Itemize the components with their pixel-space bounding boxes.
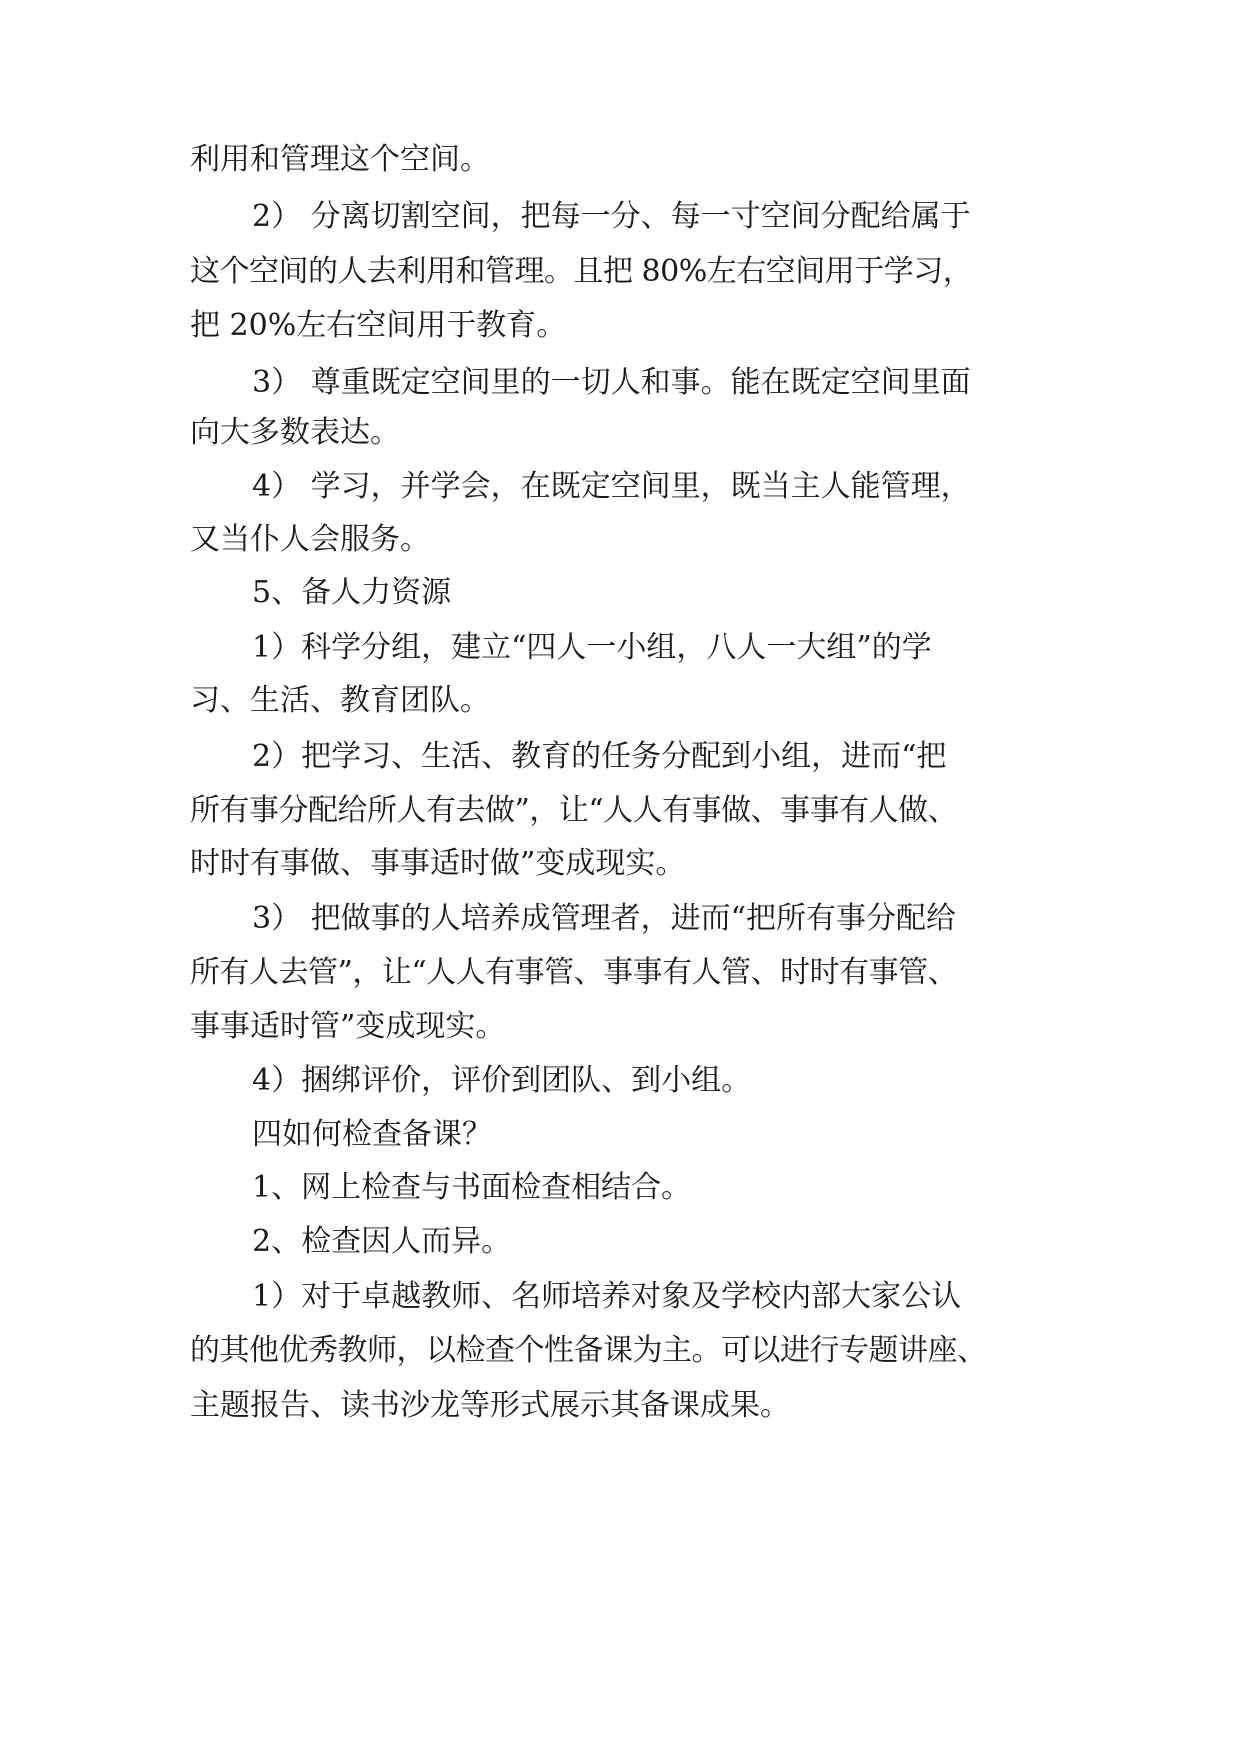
text-line: 3） 把做事的人培养成管理者，进而“把所有事分配给: [252, 901, 956, 936]
text-line: 2、检查因人而异。: [252, 1224, 512, 1259]
text-line: 4）捆绑评价，评价到团队、到小组。: [252, 1063, 752, 1098]
text-line: 四如何检查备课？: [252, 1117, 492, 1152]
text-line: 5、备人力资源: [252, 575, 452, 610]
text-line: 向大多数表达。: [190, 415, 400, 450]
text-line: 1）对于卓越教师、名师培养对象及学校内部大家公认: [252, 1279, 962, 1314]
text-line: 2） 分离切割空间，把每一分、每一寸空间分配给属于: [252, 199, 971, 234]
text-line: 3） 尊重既定空间里的一切人和事。能在既定空间里面: [252, 365, 971, 400]
text-line: 所有人去管”，让“人人有事管、事事有人管、时时有事管、: [190, 955, 958, 990]
text-line: 所有事分配给所人有去做”，让“人人有事做、事事有人做、: [190, 793, 958, 828]
text-line: 利用和管理这个空间。: [190, 142, 490, 177]
text-line: 1）科学分组，建立“四人一小组，八人一大组”的学: [252, 630, 932, 665]
text-line: 时时有事做、事事适时做”变成现实。: [190, 846, 686, 881]
text-line: 1、网上检查与书面检查相结合。: [252, 1170, 692, 1205]
text-line: 习、生活、教育团队。: [190, 683, 490, 718]
text-line: 把 20%左右空间用于教育。: [190, 308, 567, 343]
text-line: 的其他优秀教师，以检查个性备课为主。可以进行专题讲座、: [190, 1333, 987, 1368]
text-line: 这个空间的人去利用和管理。且把 80%左右空间用于学习，: [190, 254, 973, 289]
text-line: 2）把学习、生活、教育的任务分配到小组，进而“把: [252, 739, 947, 774]
text-line: 又当仆人会服务。: [190, 522, 430, 557]
text-line: 主题报告、读书沙龙等形式展示其备课成果。: [190, 1388, 790, 1423]
text-line: 事事适时管”变成现实。: [190, 1009, 506, 1044]
text-line: 4） 学习，并学会，在既定空间里，既当主人能管理，: [252, 469, 971, 504]
